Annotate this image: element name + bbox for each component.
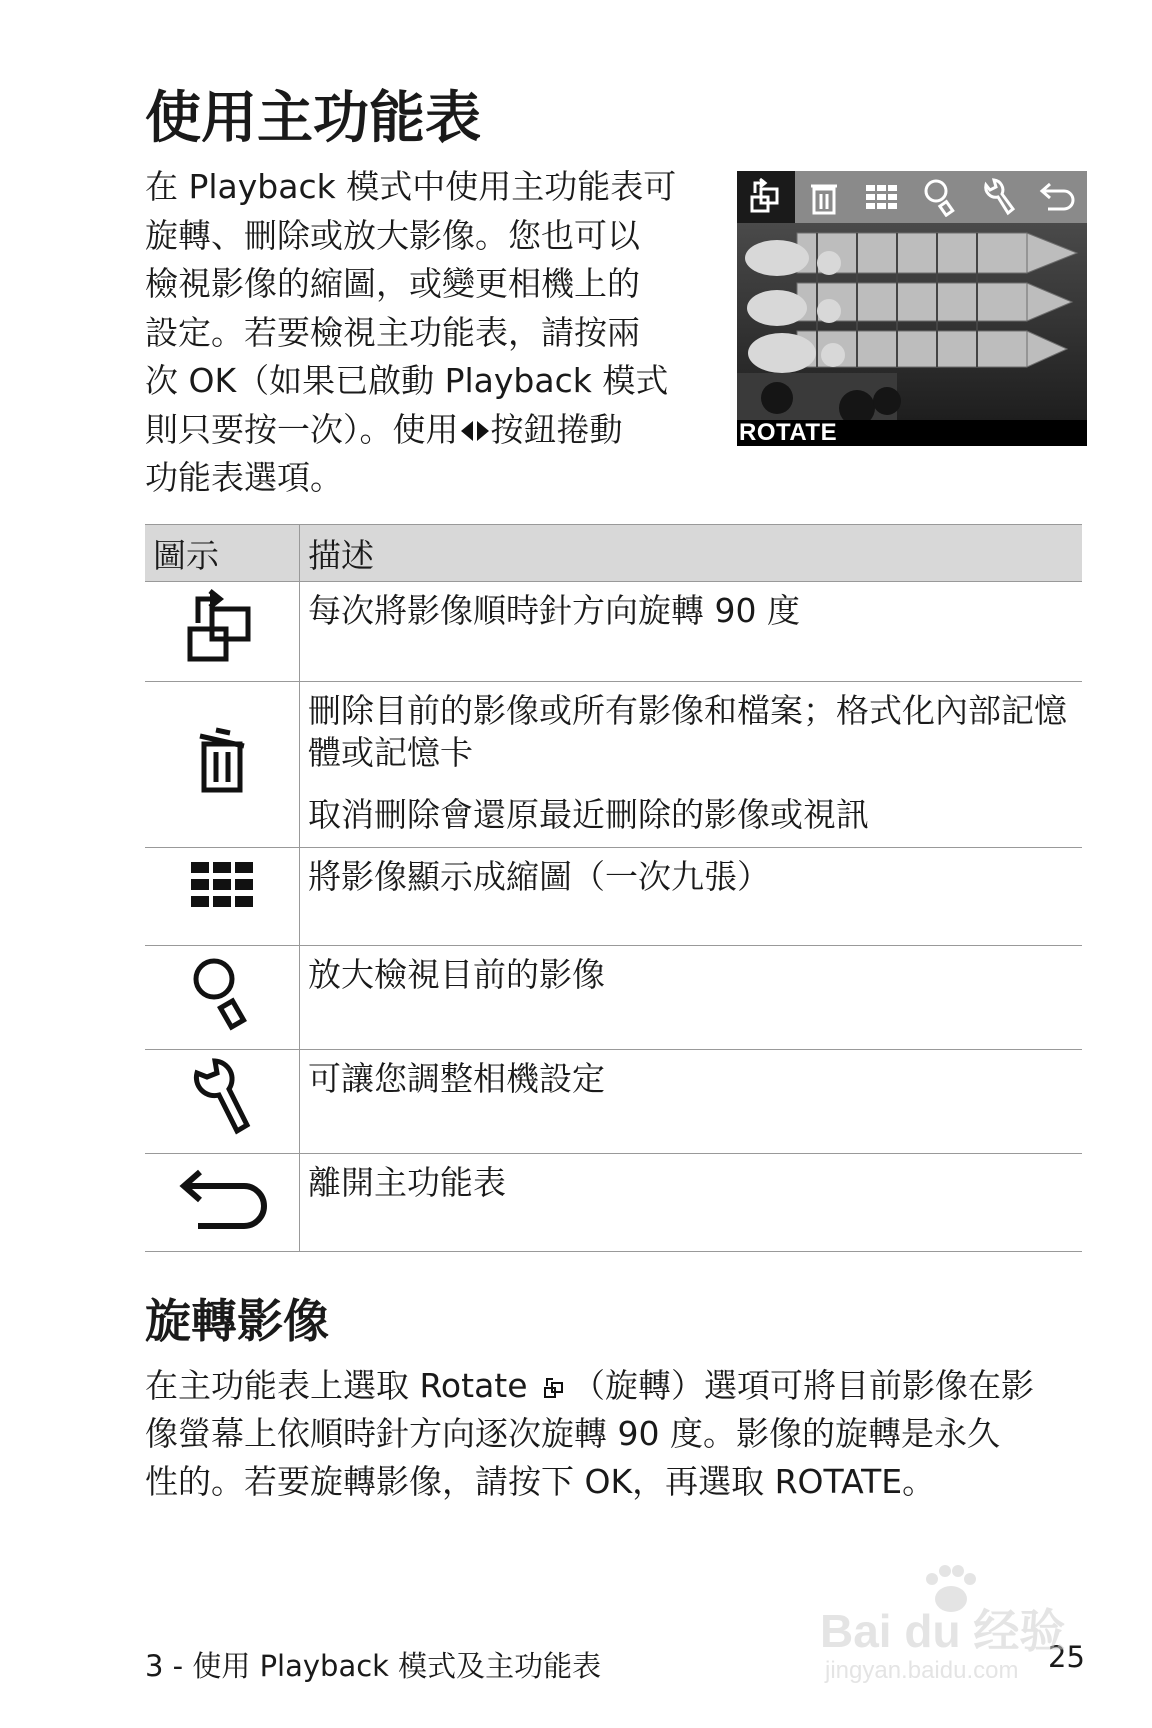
table-row (145, 1154, 1082, 1252)
icon-table (145, 524, 1082, 1252)
table-desc-cell (300, 1154, 1083, 1252)
page-number: 25 (1048, 1640, 1085, 1674)
thumbnails-icon (189, 860, 255, 910)
left-arrow-icon (461, 421, 473, 441)
intro-line: 旋轉、刪除或放大影像。您也可以 (145, 215, 640, 255)
intro-paragraph (145, 163, 705, 503)
intro-line-end: 按鈕捲動 (490, 409, 623, 449)
intro-line: 設定。若要檢視主功能表，請按兩 (145, 312, 640, 352)
table-desc-cell (300, 682, 1083, 848)
intro-line: 次 OK（如果已啟動 Playback 模式 (145, 361, 669, 400)
lcd-back-arrow-icon (1027, 171, 1085, 223)
table-row (145, 1050, 1082, 1154)
trash-icon (192, 720, 252, 800)
photo-preview (737, 223, 1087, 421)
magnify-icon (187, 953, 257, 1033)
table-row (145, 848, 1082, 946)
back-arrow-icon (172, 1158, 272, 1238)
wrench-icon (187, 1055, 257, 1139)
table-desc-cell (300, 582, 1083, 682)
intro-line: 功能表選項。 (145, 458, 343, 497)
table-header-row (145, 525, 1082, 582)
rotate-inline-icon (542, 1375, 568, 1401)
rotate-paragraph (145, 1362, 1095, 1506)
intro-line: 在 Playback 模式中使用主功能表可 (145, 167, 677, 206)
row-description: 可讓您調整相機設定 (308, 1059, 605, 1098)
row-description: 將影像顯示成縮圖（一次九張） (308, 857, 770, 896)
lcd-magnify-icon (911, 171, 969, 223)
table-header-icon: 圖示 (145, 525, 300, 582)
camera-lcd-screenshot (737, 171, 1087, 446)
rotate-line (145, 1362, 1095, 1410)
right-arrow-icon (477, 421, 489, 441)
lcd-caption: ROTATE (737, 420, 1087, 446)
watermark-brand: Bai du 经验 (820, 1605, 1066, 1657)
intro-line (145, 406, 705, 455)
table-row (145, 946, 1082, 1050)
rotate-line-start: 在主功能表上選取 Rotate (145, 1366, 528, 1405)
rotate-line: 性的。若要旋轉影像，請按下 OK，再選取 ROTATE。 (145, 1462, 936, 1501)
table-icon-cell (145, 1154, 300, 1252)
row-description: 每次將影像順時針方向旋轉 90 度 (308, 591, 800, 630)
section-heading-rotate: 旋轉影像 (145, 1294, 329, 1348)
page-title: 使用主功能表 (145, 86, 481, 151)
footer-chapter: 3 - 使用 Playback 模式及主功能表 (145, 1649, 602, 1683)
row-description: 取消刪除會還原最近刪除的影像或視訊 (308, 795, 869, 834)
rotate-icon (182, 587, 262, 667)
intro-line: 檢視影像的縮圖，或變更相機上的 (145, 264, 640, 303)
table-desc-cell (300, 946, 1083, 1050)
row-description: 刪除目前的影像或所有影像和檔案；格式化內部記憶體或記憶卡 (308, 691, 1067, 772)
intro-line-start: 則只要按一次）。使用 (145, 409, 459, 449)
table-header-description: 描述 (300, 525, 1083, 582)
lcd-rotate-icon (737, 171, 795, 223)
table-desc-cell (300, 848, 1083, 946)
watermark-url: jingyan.baidu.com (825, 1657, 1019, 1684)
row-description: 離開主功能表 (308, 1163, 506, 1202)
table-icon-cell (145, 848, 300, 946)
rotate-line: 像螢幕上依順時針方向逐次旋轉 90 度。影像的旋轉是永久 (145, 1414, 1000, 1453)
table-icon-cell (145, 582, 300, 682)
table-row (145, 682, 1082, 848)
table-icon-cell (145, 682, 300, 848)
rotate-line-end: （旋轉）選項可將目前影像在影 (572, 1366, 1035, 1405)
table-row (145, 582, 1082, 682)
lcd-trash-icon (795, 171, 853, 223)
lcd-thumbnails-icon (853, 171, 911, 223)
table-desc-cell (300, 1050, 1083, 1154)
table-icon-cell (145, 1050, 300, 1154)
table-icon-cell (145, 946, 300, 1050)
row-description: 放大檢視目前的影像 (308, 955, 605, 994)
lcd-menu-bar (737, 171, 1087, 223)
watermark (820, 1565, 1090, 1685)
lcd-wrench-icon (969, 171, 1027, 223)
